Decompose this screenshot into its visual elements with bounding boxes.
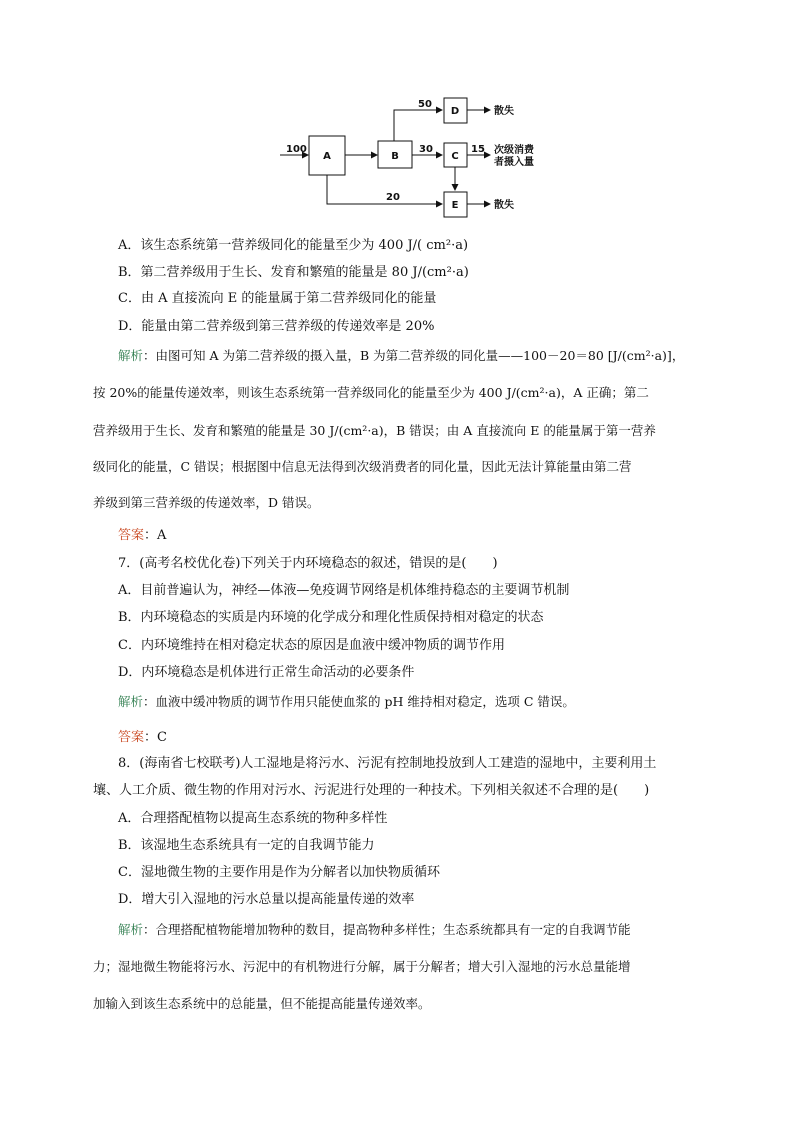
q8-option-c: C．湿地微生物的主要作用是作为分解者以加快物质循环	[118, 865, 440, 880]
q6-option-a: A．该生态系统第一营养级同化的能量至少为 400 J/( cm²·a)	[118, 238, 469, 253]
q6-analysis-line-2: 按 20%的能量传递效率，则该生态系统第一营养级同化的能量至少为 400 J/(cm²·a)，A 正确；第二	[93, 385, 649, 400]
q8-stem-line-2: 壤、人工介质、微生物的作用对污水、污泥进行处理的一种技术。下列相关叙述不合理的是( )	[93, 783, 650, 798]
analysis-text: ：由图可知 A 为第二营养级的摄入量，B 为第二营养级的同化量——100－20＝80 [J/(cm²·a)]，	[143, 348, 685, 363]
arrow-a-to-e	[327, 175, 442, 204]
label-next-consumer-2: 者摄入量	[494, 157, 534, 168]
q6-option-d: D．能量由第二营养级到第三营养级的传递效率是 20%	[118, 319, 435, 334]
q7-option-c: C．内环境维持在相对稳定状态的原因是血液中缓冲物质的调节作用	[118, 638, 505, 653]
analysis-text: ：血液中缓冲物质的调节作用只能使血浆的 pH 维持相对稳定，选项 C 错误。	[143, 694, 575, 709]
q6-option-b: B．第二营养级用于生长、发育和繁殖的能量是 80 J/(cm²·a)	[118, 265, 469, 280]
arrow-b-to-d	[394, 110, 442, 141]
label-b-to-c-30: 30	[419, 144, 433, 155]
q8-option-b: B．该湿地生态系统具有一定的自我调节能力	[118, 838, 375, 853]
q6-analysis-line-5: 养级到第三营养级的传递效率，D 错误。	[93, 495, 320, 510]
label-next-consumer-1: 次级消费	[494, 145, 534, 156]
q6-analysis-line-3: 营养级用于生长、发育和繁殖的能量是 30 J/(cm²·a)，B 错误；由 A 直接流向 E 的能量属于第一营养	[93, 423, 656, 438]
q7-option-d: D．内环境稳态是机体进行正常生命活动的必要条件	[118, 665, 415, 680]
q7-option-b: B．内环境稳态的实质是内环境的化学成分和理化性质保持相对稳定的状态	[118, 610, 544, 625]
q6-option-c: C．由 A 直接流向 E 的能量属于第二营养级同化的能量	[118, 291, 437, 306]
q8-stem-line-1: 8．(海南省七校联考)人工湿地是将污水、污泥有控制地投放到人工建造的湿地中，主要利用土	[118, 756, 657, 771]
node-a-label: A	[323, 151, 331, 162]
q8-option-a: A．合理搭配植物以提高生态系统的物种多样性	[118, 811, 388, 826]
answer-label: 答案	[118, 528, 145, 543]
q6-analysis-line-4: 级同化的能量，C 错误；根据图中信息无法得到次级消费者的同化量，因此无法计算能量由第二营	[93, 459, 632, 474]
q8-option-d: D．增大引入湿地的污水总量以提高能量传递的效率	[118, 892, 415, 907]
node-d-label: D	[450, 106, 460, 117]
analysis-label: 解析	[118, 348, 144, 363]
label-b-to-d-50: 50	[418, 99, 432, 110]
analysis-text: ：合理搭配植物能增加物种的数目，提高物种多样性；生态系统都具有一定的自我调节能	[143, 922, 631, 937]
q6-answer	[118, 528, 166, 544]
energy-flow-svg	[278, 92, 558, 222]
label-c-out-15: 15	[471, 144, 485, 155]
q7-option-a: A．目前普遍认为，神经—体液—免疫调节网络是机体维持稳态的主要调节机制	[118, 583, 570, 598]
label-e-loss: 散失	[494, 200, 514, 211]
q7-stem: 7．(高考名校优化卷)下列关于内环境稳态的叙述，错误的是( )	[118, 556, 498, 571]
analysis-label: 解析	[118, 922, 144, 937]
label-d-loss: 散失	[494, 106, 514, 117]
analysis-label: 解析	[118, 694, 144, 709]
q8-analysis-line-2: 力；湿地微生物能将污水、污泥中的有机物进行分解，属于分解者；增大引入湿地的污水总量能增	[93, 959, 631, 974]
node-e-label: E	[451, 200, 459, 211]
q8-analysis-line-1	[118, 922, 631, 938]
node-c-label: C	[451, 151, 459, 162]
q8-analysis-line-3: 加输入到该生态系统中的总能量，但不能提高能量传递效率。	[93, 996, 431, 1011]
answer-value: ：C	[144, 730, 167, 745]
energy-flow-diagram	[278, 92, 558, 222]
answer-value: ：A	[144, 528, 167, 543]
q7-analysis	[118, 694, 575, 710]
q6-analysis-line-1	[118, 348, 684, 364]
node-b-label: B	[391, 151, 399, 162]
q7-answer	[118, 730, 167, 746]
label-input-100: 100	[286, 144, 307, 155]
label-a-to-e-20: 20	[386, 192, 400, 203]
answer-label: 答案	[118, 730, 145, 745]
